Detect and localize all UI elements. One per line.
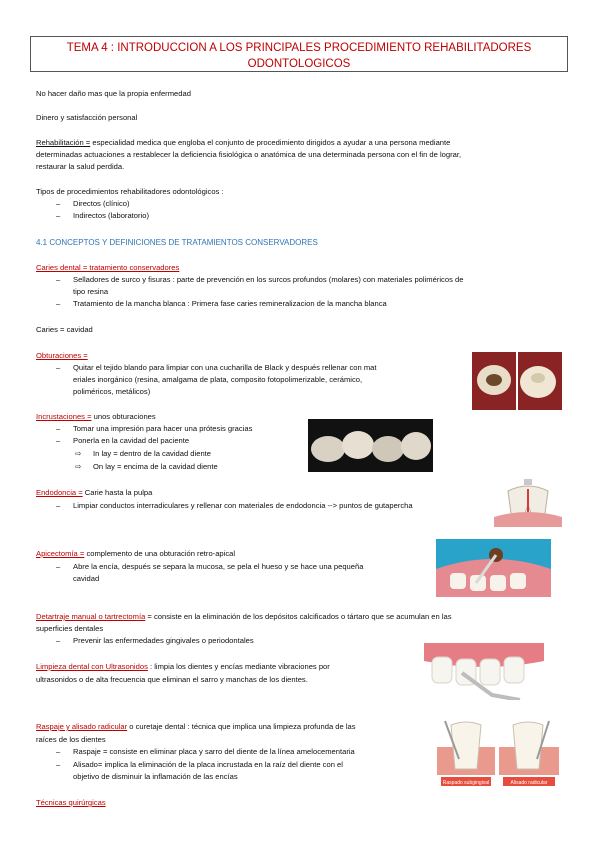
apicectomia-term: Apicectomía = bbox=[36, 549, 85, 558]
raspaje-term: Raspaje y alisado radicular bbox=[36, 722, 128, 731]
detartraje-b1: Prevenir las enfermedades gingivales o periodontales bbox=[73, 636, 254, 645]
section-heading: 4.1 CONCEPTOS Y DEFINICIONES DE TRATAMIENTOS CONSERVADORES bbox=[36, 238, 318, 247]
intro-line-1: No hacer daño mas que la propia enfermedad bbox=[36, 89, 191, 98]
bullet-dash: – bbox=[56, 199, 61, 208]
page-title-line2: ODONTOLOGICOS bbox=[247, 58, 351, 70]
bullet-dash: – bbox=[56, 299, 61, 308]
endodoncia-term: Endodoncia = bbox=[36, 488, 83, 497]
obturaciones-term: Obturaciones = bbox=[36, 351, 88, 360]
bullet-dash: – bbox=[56, 747, 61, 756]
apicectomia-line bbox=[36, 548, 235, 559]
rehab-def-3: restaurar la salud perdida. bbox=[36, 162, 125, 171]
raspaje-rest-2: raíces de los dientes bbox=[36, 735, 106, 744]
apicectomia-b1-1: Abre la encía, después se separa la mucosa, se pela el hueso y se hace una pequeña bbox=[73, 562, 364, 571]
bullet-dash: – bbox=[56, 636, 61, 645]
scaling-root-planing-illustration bbox=[437, 719, 559, 788]
intro-line-2: Dinero y satisfacción personal bbox=[36, 113, 138, 122]
incrustaciones-term: Incrustaciones = bbox=[36, 412, 92, 421]
obturaciones-b1-1: Quitar el tejido blando para limpiar con una cucharilla de Black y después rellenar con mat bbox=[73, 363, 377, 372]
arrow-icon: ⇨ bbox=[75, 449, 82, 458]
bullet-dash: – bbox=[56, 760, 61, 769]
page-title-line1: TEMA 4 : INTRODUCCION A LOS PRINCIPALES PROCEDIMIENTO REHABILITADORES bbox=[66, 42, 532, 54]
rehab-def-1: especialidad medica que engloba el conjunto de procedimiento dirigidos a ayudar a una persona mediante bbox=[90, 138, 451, 147]
bullet-dash: – bbox=[56, 424, 61, 433]
tecnicas-heading: Técnicas quirúrgicas bbox=[36, 798, 106, 807]
inlay-def: In lay = dentro de la cavidad diente bbox=[93, 449, 211, 458]
caries-b1-1: Selladores de surco y fisuras : parte de prevención en los surcos profundos (molares) con materiales poliméricos de bbox=[73, 275, 464, 284]
rehab-paragraph-line1 bbox=[36, 137, 450, 148]
rehab-def-2: determinadas actuaciones a restablecer la deficiencia fisiológica o anatómica de una determinada persona con el fin de lograr, bbox=[36, 150, 462, 159]
onlay-def: On lay = encima de la cavidad diente bbox=[93, 462, 218, 471]
bullet-dash: – bbox=[56, 562, 61, 571]
obturaciones-b1-2: eriales inorgánico (resina, amalgama de plata, composito fotopolimerizable, cerámico, bbox=[73, 375, 363, 384]
incrustaciones-rest: unos obturaciones bbox=[91, 412, 156, 421]
caries-b1-2: tipo resina bbox=[73, 287, 109, 296]
scaling-label: Raspado subgingival bbox=[442, 780, 490, 786]
bullet-dash: – bbox=[56, 275, 61, 284]
raspaje-line1 bbox=[36, 721, 356, 732]
bullet-dash: – bbox=[56, 436, 61, 445]
obturation-photo bbox=[472, 352, 562, 410]
limpieza-rest-2: ultrasonidos o de alta frecuencia que eliminan el sarro y manchas de los dientes. bbox=[36, 675, 308, 684]
incrustaciones-b2: Ponerla en la cavidad del paciente bbox=[73, 436, 190, 445]
title-box bbox=[30, 36, 568, 72]
limpieza-rest-1: : limpia los dientes y encías mediante vibraciones por bbox=[147, 662, 330, 671]
bullet-dash: – bbox=[56, 501, 61, 510]
tipos-heading: Tipos de procedimientos rehabilitadores odontológicos : bbox=[36, 187, 224, 196]
limpieza-term: Limpieza dental con Ultrasonidos bbox=[36, 662, 148, 671]
obturaciones-b1-3: poliméricos, metálicos) bbox=[73, 387, 151, 396]
limpieza-line1 bbox=[36, 661, 330, 672]
apicectomia-rest: complemento de una obturación retro-apical bbox=[84, 549, 236, 558]
bullet-dash: – bbox=[56, 211, 61, 220]
rehab-term: Rehabilitación = bbox=[36, 138, 91, 147]
ultrasonic-cleaning-illustration bbox=[424, 643, 544, 700]
raspaje-b2-1: Alisado= implica la eliminación de la placa incrustada en la raíz del diente con el bbox=[73, 760, 343, 769]
endodontics-illustration bbox=[494, 477, 562, 527]
onlay-photo bbox=[308, 419, 433, 472]
apicoectomy-illustration bbox=[436, 539, 551, 597]
raspaje-b1: Raspaje = consiste en eliminar placa y sarro del diente de la línea amelocementaria bbox=[73, 747, 355, 756]
detartraje-rest-2: superficies dentales bbox=[36, 624, 104, 633]
detartraje-line1 bbox=[36, 611, 452, 622]
arrow-icon: ⇨ bbox=[75, 462, 82, 471]
bullet-dash: – bbox=[56, 363, 61, 372]
detartraje-term: Detartraje manual o tartrectomía bbox=[36, 612, 146, 621]
tipo-2: Indirectos (laboratorio) bbox=[73, 211, 149, 220]
apicectomia-b1-2: cavidad bbox=[73, 574, 100, 583]
caries-cavidad: Caries = cavidad bbox=[36, 325, 93, 334]
detartraje-rest-1: = consiste en la eliminación de los depósitos calcificados o tártaro que se acumulan en las bbox=[145, 612, 452, 621]
tipo-1: Directos (clínico) bbox=[73, 199, 130, 208]
incrustaciones-line bbox=[36, 411, 156, 422]
endodoncia-rest: Carie hasta la pulpa bbox=[82, 488, 153, 497]
raspaje-rest-1: o curetaje dental : técnica que implica una limpieza profunda de las bbox=[127, 722, 356, 731]
caries-term: Caries dental = tratamiento conservadores bbox=[36, 263, 180, 272]
endodoncia-b1: Limpiar conductos interradiculares y rellenar con materiales de endodoncia --> puntos de gutapercha bbox=[73, 501, 413, 510]
raspaje-b2-2: objetivo de disminuir la inflamación de las encías bbox=[73, 772, 238, 781]
caries-b2: Tratamiento de la mancha blanca : Primera fase caries remineralizacion de la mancha blanca bbox=[73, 299, 387, 308]
endodoncia-line bbox=[36, 487, 152, 498]
planing-label: Alisado radicular bbox=[510, 780, 548, 786]
incrustaciones-b1: Tomar una impresión para hacer una prótesis gracias bbox=[73, 424, 253, 433]
